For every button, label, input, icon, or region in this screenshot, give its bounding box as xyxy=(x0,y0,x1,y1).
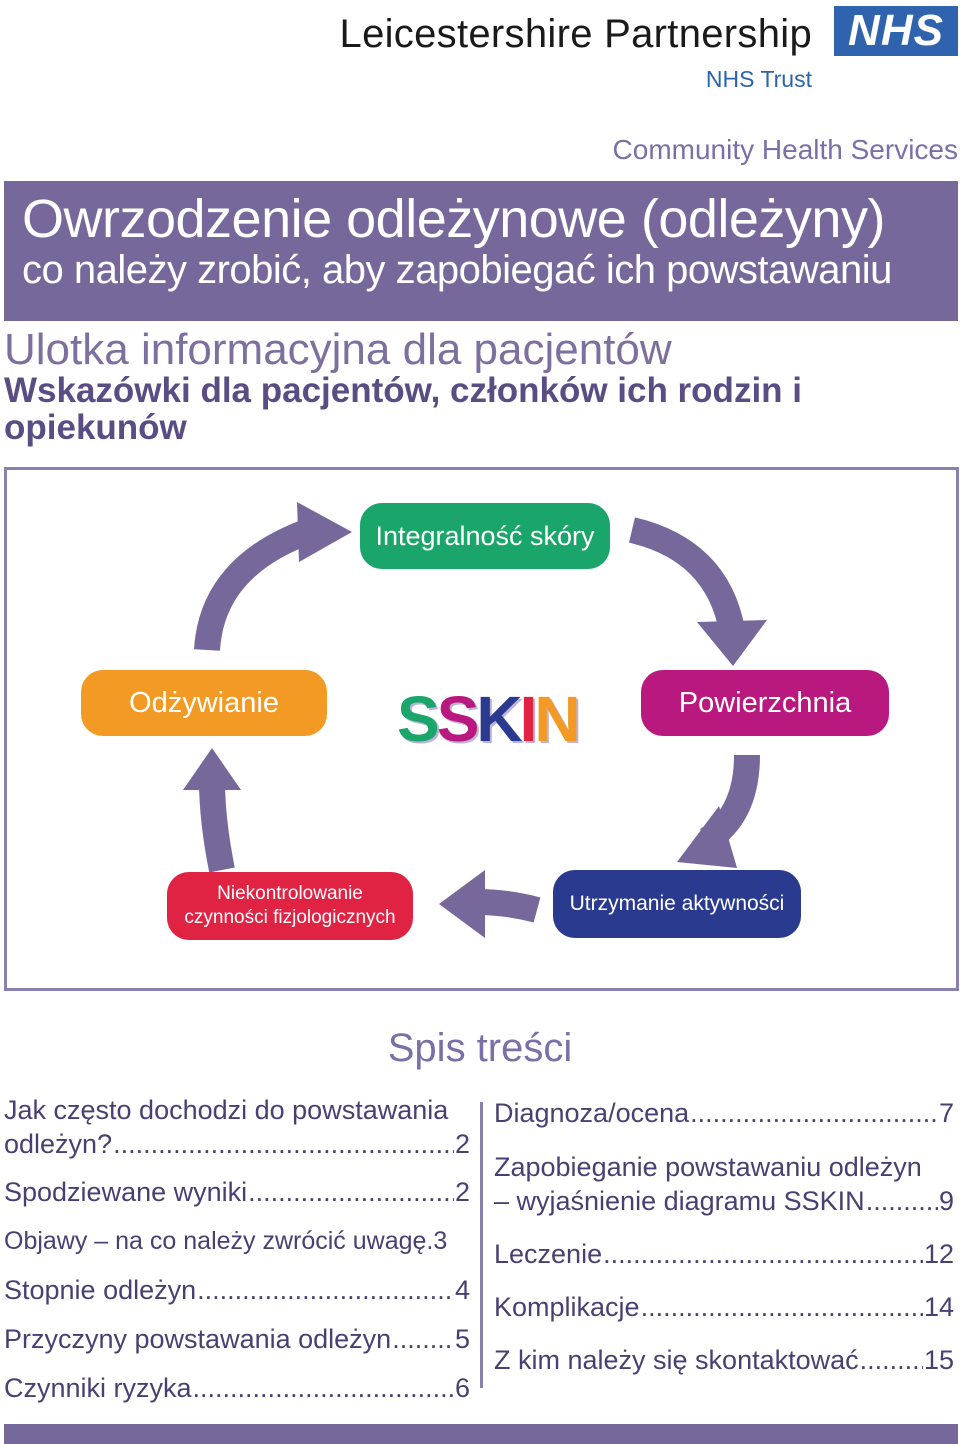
arrow-nutrition-to-skin-head xyxy=(297,502,352,562)
toc-entry-text: Stopnie odleżyn xyxy=(4,1275,197,1305)
toc-entry-page: 2 xyxy=(454,1177,470,1207)
toc-entry[interactable] xyxy=(4,1224,470,1258)
toc-entry-line: Zapobieganie powstawaniu odleżyn xyxy=(494,1152,922,1182)
toc-entry-page: 12 xyxy=(923,1239,954,1269)
sskin-letter-4: I xyxy=(519,683,535,755)
toc-entry[interactable] xyxy=(4,1175,470,1209)
audience-guidance: Wskazówki dla pacjentów, członków ich rodzin i opiekunów xyxy=(4,371,802,447)
toc-entry-text: Objawy – na co należy zwrócić uwagę. xyxy=(4,1227,434,1255)
toc-entry-text: Diagnoza/ocena xyxy=(494,1098,690,1128)
toc-right-column xyxy=(494,1096,954,1377)
leaflet-subtitle: co należy zrobić, aby zapobiegać ich powstawaniu xyxy=(22,248,892,292)
node-nutrition: Odżywianie xyxy=(81,670,327,736)
node-keep-moving: Utrzymanie aktywności xyxy=(553,870,801,938)
toc-entry[interactable] xyxy=(4,1093,470,1161)
toc-entry-page: 15 xyxy=(923,1345,954,1375)
sskin-letter-3: K xyxy=(476,683,520,755)
nhs-logo: NHS xyxy=(834,6,958,56)
toc-entry-page: 7 xyxy=(938,1098,954,1128)
toc-entry-text: Komplikacje xyxy=(494,1292,640,1322)
toc-entry-page: 2 xyxy=(454,1129,470,1159)
leaflet-title: Owrzodzenie odleżynowe (odleżyny) xyxy=(22,189,885,249)
toc-entry-text: odleżyn? xyxy=(4,1129,113,1159)
toc-entry-text: Spodziewane wyniki xyxy=(4,1177,248,1207)
sskin-letter-5: N xyxy=(534,683,578,755)
toc-entry-page: 5 xyxy=(454,1324,470,1354)
toc-entry-text: – wyjaśnienie diagramu SSKIN xyxy=(494,1186,865,1216)
toc-entry[interactable] xyxy=(4,1273,470,1307)
toc-entry-text: Czynniki ryzyka xyxy=(4,1373,192,1403)
toc-entry[interactable] xyxy=(4,1371,470,1405)
toc-entry-text: Przyczyny powstawania odleżyn xyxy=(4,1324,392,1354)
toc-entry-page: 14 xyxy=(923,1292,954,1322)
toc-entry[interactable] xyxy=(494,1290,954,1324)
toc-divider xyxy=(480,1102,483,1388)
toc-entry-page: 9 xyxy=(938,1186,954,1216)
node-skin-integrity: Integralność skóry xyxy=(360,503,610,569)
toc-entry-text: Z kim należy się skontaktować xyxy=(494,1345,859,1375)
arrow-movement-to-incontinence-head xyxy=(439,870,485,938)
toc-entry[interactable] xyxy=(494,1237,954,1271)
leaflet-type: Ulotka informacyjna dla pacjentów xyxy=(4,325,672,374)
node-incontinence: Niekontrolowanie czynności fizjologicznych xyxy=(167,872,413,940)
sskin-diagram xyxy=(4,467,959,991)
trust-name: NHS Trust xyxy=(705,66,812,92)
toc-title: Spis treści xyxy=(387,1026,573,1070)
arrow-skin-to-surface-head xyxy=(697,620,767,666)
service-name: Community Health Services xyxy=(612,134,958,165)
toc-entry-text: Leczenie xyxy=(494,1239,603,1269)
organisation-name: Leicestershire Partnership xyxy=(339,12,812,56)
toc-left-column xyxy=(4,1093,470,1405)
sskin-letter-1: S xyxy=(397,683,437,755)
sskin-wordmark xyxy=(397,684,578,754)
arrow-incontinence-to-nutrition-shaft xyxy=(212,780,222,870)
node-surface: Powierzchnia xyxy=(641,670,889,736)
arrow-movement-to-incontinence-shaft xyxy=(477,902,537,910)
toc-entry-page: 3 xyxy=(433,1227,448,1255)
arrow-incontinence-to-nutrition-head xyxy=(183,748,241,790)
sskin-letter-2: S xyxy=(436,683,477,755)
arrow-skin-to-surface-shaft xyxy=(632,530,732,630)
toc-entry[interactable] xyxy=(494,1343,954,1377)
toc-entry[interactable] xyxy=(494,1150,954,1218)
toc-entry-line: Jak często dochodzi do powstawania xyxy=(4,1095,449,1125)
arrow-nutrition-to-skin-shaft xyxy=(207,530,312,650)
toc-entry-page: 4 xyxy=(454,1275,470,1305)
footer-band xyxy=(4,1424,958,1444)
toc-entry[interactable] xyxy=(494,1096,954,1130)
toc-entry-page: 6 xyxy=(454,1373,470,1403)
toc-entry[interactable] xyxy=(4,1322,470,1356)
